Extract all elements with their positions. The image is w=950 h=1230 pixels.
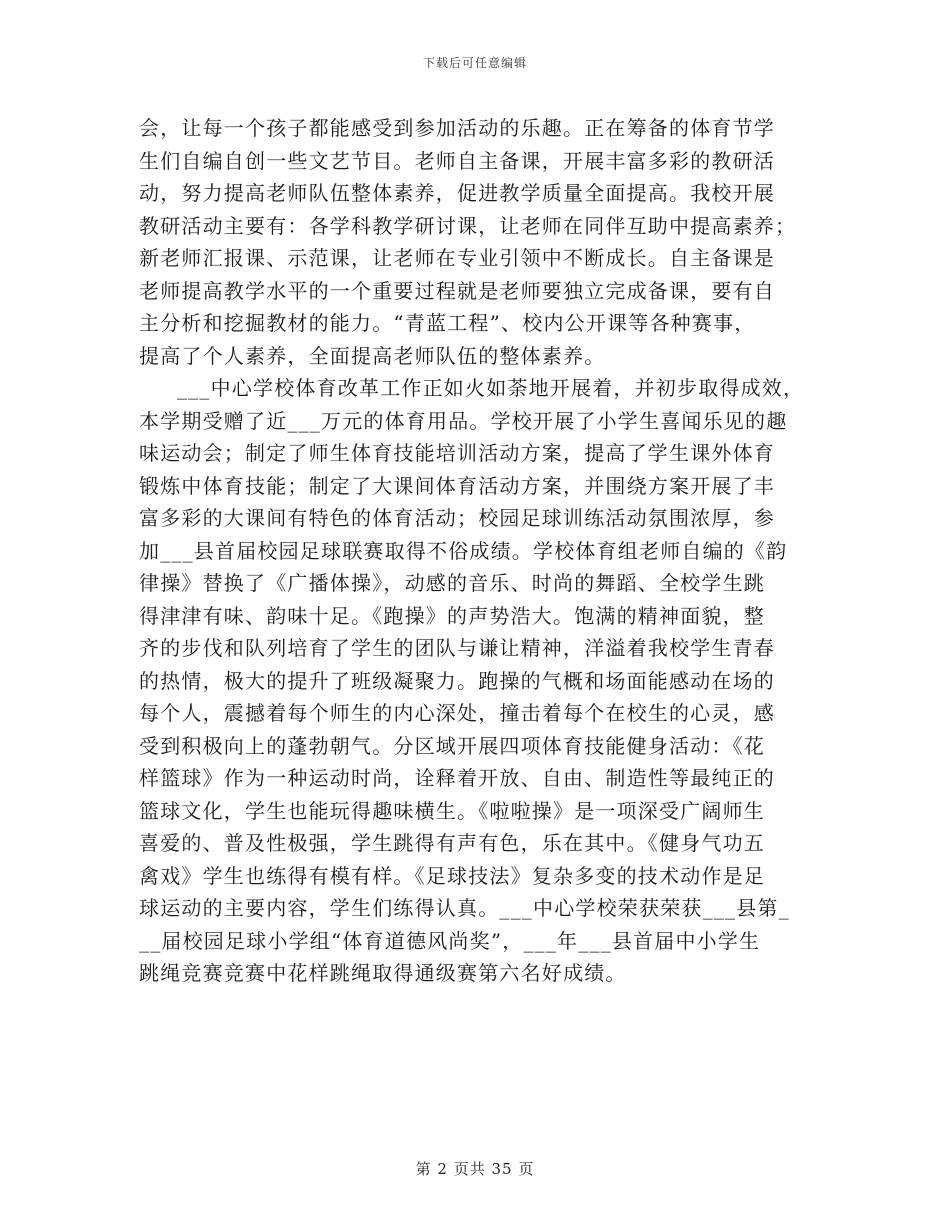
text-line: 主分析和挖掘教材的能力。“青蓝工程”、校内公开课等各种赛事，	[139, 311, 756, 335]
text-line: 生们自编自创一些文艺节目。老师自主备课，开展丰富多彩的教研活	[139, 148, 775, 173]
text-line: 喜爱的、普及性极强，学生跳得有声有色，乐在其中。《健身气功五	[139, 831, 765, 855]
text-line: 新老师汇报课、示范课，让老师在专业引领中不断成长。自主备课是	[139, 246, 775, 270]
text-line: 禽戏》学生也练得有模有样。《足球技法》复杂多变的技术动作是足	[139, 863, 765, 888]
text-line: 篮球文化，学生也能玩得趣味横生。《啦啦操》是一项深受广阔师生	[139, 798, 765, 823]
text-line: 得津津有味、韵味十足。《跑操》的声势浩大。饱满的精神面貌，整	[139, 603, 765, 628]
text-line: __届校园足球小学组“体育道德风尚奖”，___年___县首届中小学生	[139, 928, 761, 953]
page-header: 下载后可任意编辑	[422, 56, 527, 70]
text-line: 样篮球》作为一种运动时尚，诠释着开放、自由、制造性等最纯正的	[139, 766, 775, 790]
text-line: 锻炼中体育技能；制定了大课间体育活动方案，并围绕方案开展了丰	[139, 473, 775, 498]
text-line: 齐的步伐和队列培育了学生的团队与谦让精神，洋溢着我校学生青春	[139, 636, 775, 660]
text-line: 球运动的主要内容，学生们练得认真。___中心学校荣获荣获___县第_	[139, 896, 790, 920]
text-line: 的热情，极大的提升了班级凝聚力。跑操的气概和场面能感动在场的	[139, 668, 775, 693]
text-line: 老师提高教学水平的一个重要过程就是老师要独立完成备课，要有自	[139, 278, 775, 303]
text-line: 律操》替换了《广播体操》，动感的音乐、时尚的舞蹈、全校学生跳	[139, 571, 765, 595]
paragraph-start-line: ___中心学校体育改革工作正如火如荼地开展着，并初步取得成效，	[177, 376, 805, 400]
page-footer: 第 2 页共 35 页	[415, 1160, 535, 1178]
text-line: 味运动会；制定了师生体育技能培训活动方案，提高了学生课外体育	[139, 441, 775, 465]
text-line: 动，努力提高老师队伍整体素养，促进教学质量全面提高。我校开展	[139, 181, 775, 205]
text-line: 加___县首届校园足球联赛取得不俗成绩。学校体育组老师自编的《韵	[139, 538, 788, 563]
text-line: 提高了个人素养，全面提高老师队伍的整体素养。	[139, 343, 606, 368]
text-line: 会，让每一个孩子都能感受到参加活动的乐趣。正在筹备的体育节学	[139, 116, 775, 140]
document-body	[139, 112, 829, 990]
text-line: 教研活动主要有：各学科教学研讨课，让老师在同伴互助中提高素养；	[139, 213, 797, 238]
text-line: 富多彩的大课间有特色的体育活动；校园足球训练活动氛围浓厚，参	[139, 506, 775, 530]
text-line: 跳绳竞赛竞赛中花样跳绳取得通级赛第六名好成绩。	[139, 961, 627, 985]
text-line: 本学期受赠了近___万元的体育用品。学校开展了小学生喜闻乐见的趣	[139, 408, 788, 433]
text-line: 每个人，震撼着每个师生的内心深处，撞击着每个在校生的心灵，感	[139, 701, 775, 725]
text-line: 受到积极向上的蓬勃朝气。分区域开展四项体育技能健身活动：《花	[139, 733, 765, 758]
